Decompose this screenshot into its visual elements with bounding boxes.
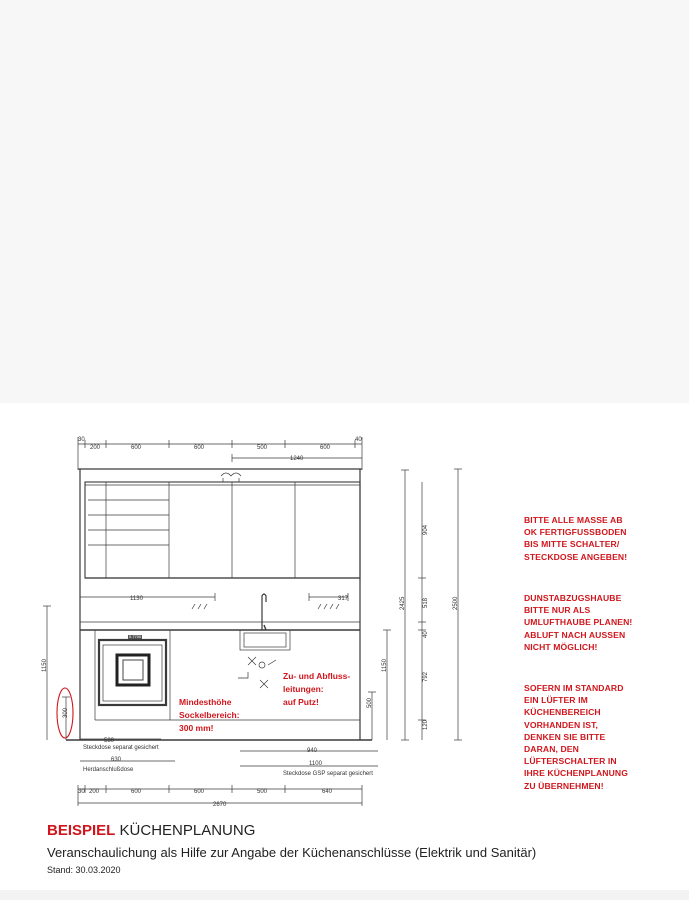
dim-120: 120: [423, 719, 429, 730]
side-note-line: DARAN, DEN: [524, 744, 579, 755]
side-note-line: SOFERN IM STANDARD: [524, 683, 624, 693]
title-accent: BEISPIEL: [47, 822, 116, 839]
label-steckdose-separat: Steckdose separat gesichert: [83, 745, 159, 751]
page-date: Stand: 30.03.2020: [47, 865, 121, 875]
dim-40: 40: [423, 631, 429, 638]
side-note-line: IHRE KÜCHENPLANUNG: [524, 768, 628, 779]
dim-top-40: 40: [355, 437, 362, 443]
dim-top-500: 500: [257, 445, 268, 451]
side-note-dunstabzug: [524, 592, 632, 653]
note-sockel-line1: Mindesthöhe: [179, 697, 232, 707]
dim-1130: 1130: [130, 596, 143, 602]
page-subtitle: Veranschaulichung als Hilfe zur Angabe der Küchenanschlüsse (Elektrik und Sanitär): [47, 845, 537, 860]
note-sockel-line2: Sockelbereich:: [179, 710, 240, 720]
side-note-masse: [524, 514, 627, 563]
dim-792: 792: [423, 671, 429, 682]
side-note-line: DUNSTABZUGSHAUBE: [524, 593, 622, 603]
title-rest: KÜCHENPLANUNG: [115, 822, 256, 839]
bottom-strip: [0, 890, 689, 900]
note-leitungen-line3: auf Putz!: [283, 697, 319, 707]
dim-1100: 1100: [309, 761, 322, 767]
dim-top-200: 200: [90, 445, 101, 451]
side-note-luefter: [524, 682, 628, 792]
blank-area: [0, 0, 689, 403]
dim-1150-left: 1150: [42, 659, 48, 672]
dim-518: 518: [423, 597, 429, 608]
side-note-line: LÜFTERSCHALTER IN: [524, 756, 617, 767]
dim-bottom-200: 200: [89, 789, 100, 795]
note-leitungen-line1: Zu- und Abfluss-: [283, 671, 351, 681]
dim-500: 500: [367, 697, 373, 708]
side-note-line: EIN LÜFTER IM: [524, 695, 588, 706]
dim-940: 940: [307, 748, 318, 754]
dim-top-600b: 600: [194, 445, 205, 451]
dim-bottom-600b: 600: [194, 789, 205, 795]
side-note-line: BITTE ALLE MASSE AB: [524, 515, 623, 525]
dim-2500: 2500: [453, 596, 459, 610]
dim-2425: 2425: [400, 596, 406, 610]
side-note-line: ABLUFT NACH AUSSEN: [524, 629, 626, 640]
dim-317: 317: [338, 596, 349, 602]
dim-bottom-500: 500: [257, 789, 268, 795]
note-leitungen-line2: leitungen:: [283, 684, 324, 694]
note-sockel-line3: 300 mm!: [179, 723, 214, 733]
side-note-line: KÜCHENBEREICH: [524, 707, 601, 718]
dim-904: 904: [423, 524, 429, 535]
side-note-line: BIS MITTE SCHALTER/: [524, 539, 620, 550]
dim-top-600a: 600: [131, 445, 142, 451]
side-note-line: DENKEN SIE BITTE: [524, 731, 606, 742]
dim-bottom-30: 30: [78, 789, 85, 795]
label-herdanschluss: Herdanschlußdose: [83, 767, 134, 773]
side-note-line: OK FERTIGFUSSBODEN: [524, 527, 627, 538]
dim-top-600c: 600: [320, 445, 331, 451]
side-note-line: BITTE NUR ALS: [524, 605, 591, 616]
side-note-line: NICHT MÖGLICH!: [524, 641, 598, 652]
page-title: [47, 822, 255, 839]
side-note-line: VORHANDEN IST,: [524, 719, 598, 730]
label-hood-tag: 5.7700: [129, 634, 142, 639]
side-note-line: UMLUFTHAUBE PLANEN!: [524, 617, 633, 628]
dim-bottom-600a: 600: [131, 789, 142, 795]
dim-530: 530: [104, 738, 115, 744]
dim-1240: 1240: [290, 456, 304, 462]
dim-bottom-640: 640: [322, 789, 333, 795]
dim-630: 630: [111, 757, 122, 763]
side-note-line: ZU ÜBERNEHMEN!: [524, 780, 604, 791]
dim-total-2670: 2670: [213, 802, 227, 808]
label-steckdose-gsp: Steckdose GSP separat gesichert: [283, 771, 373, 777]
dim-top-30: 30: [78, 437, 85, 443]
side-note-line: STECKDOSE ANGEBEN!: [524, 551, 628, 562]
dim-1150-right: 1150: [382, 659, 388, 672]
dim-300: 300: [63, 707, 69, 718]
